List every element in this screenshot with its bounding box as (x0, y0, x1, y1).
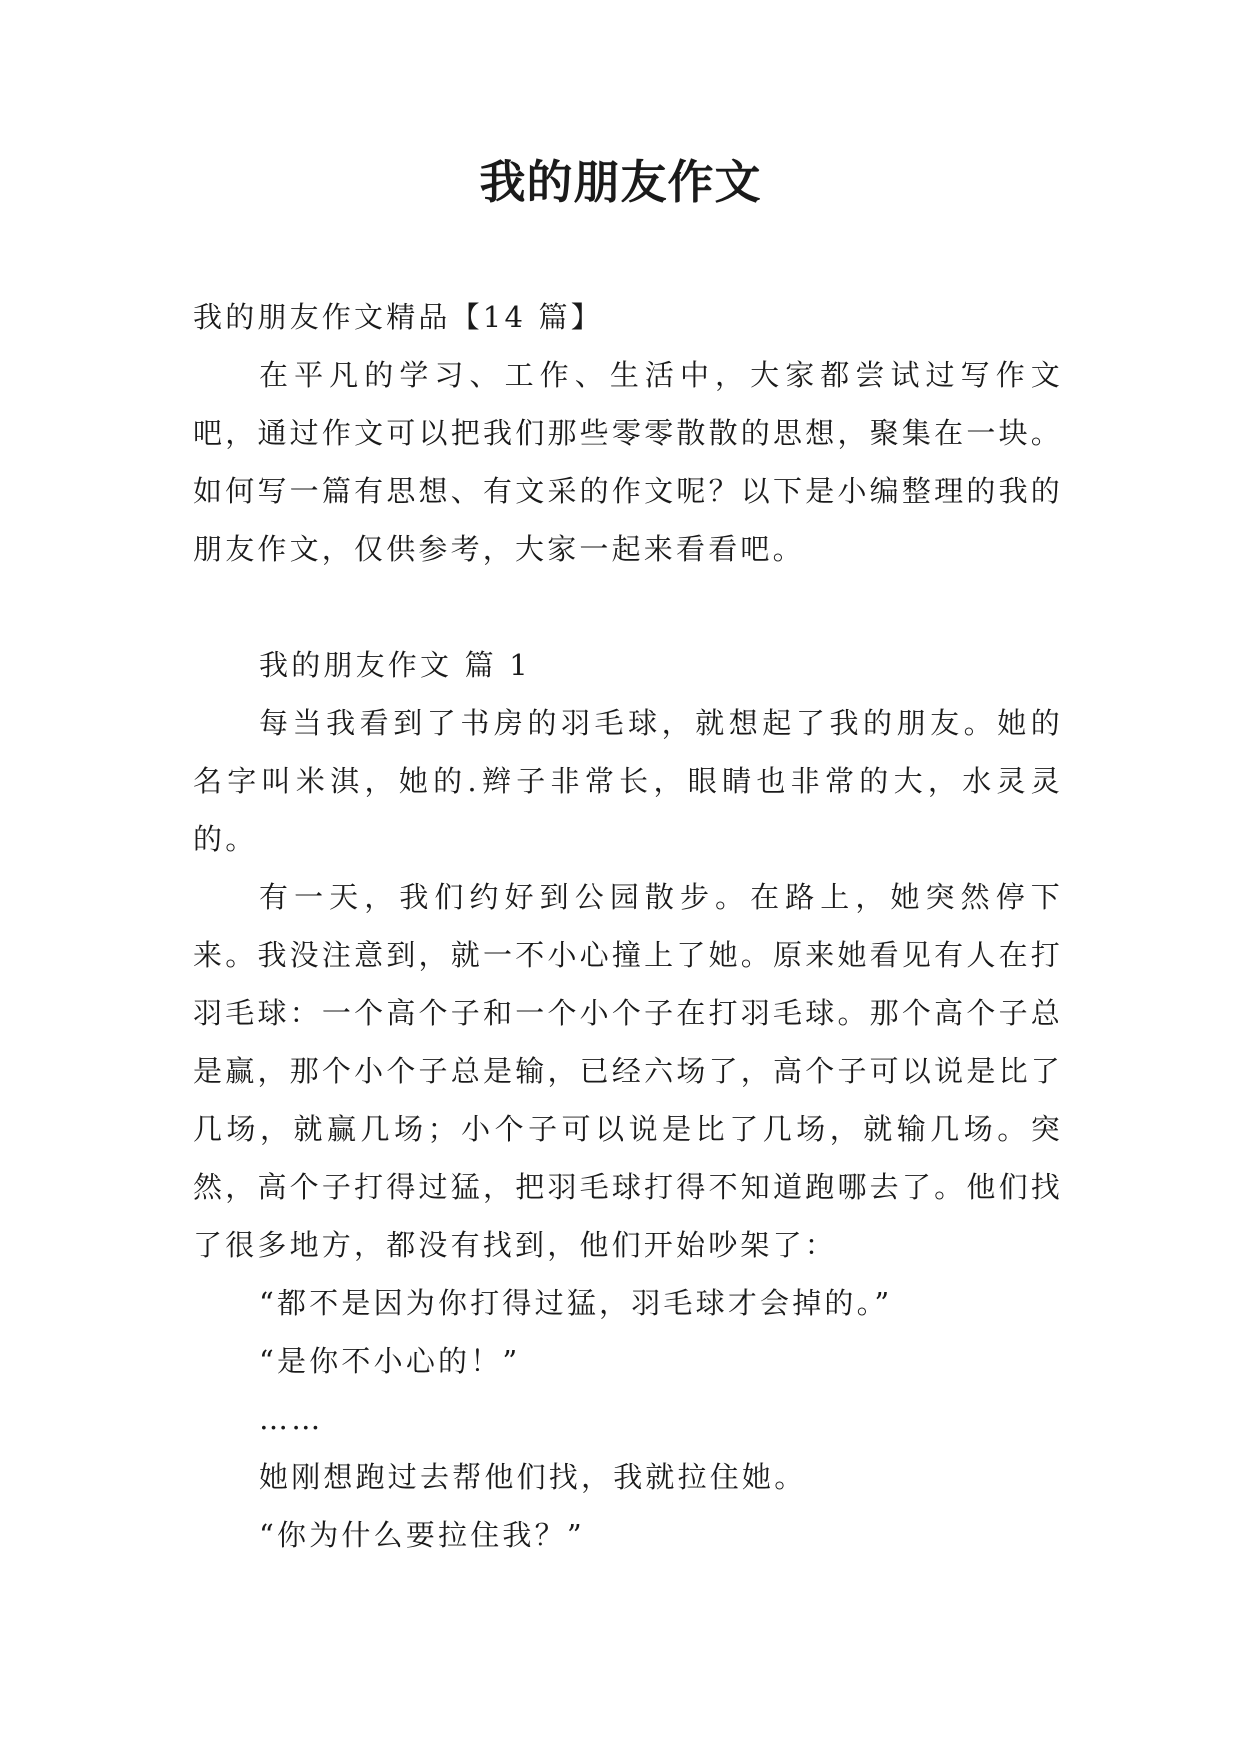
document-body (193, 288, 1063, 1564)
intro-heading: 我的朋友作文精品【14 篇】 (193, 300, 603, 334)
document-title: 我的朋友作文 (479, 155, 762, 209)
body-paragraph: 她刚想跑过去帮他们找，我就拉住她。 (259, 1460, 807, 1494)
body-paragraph: 有一天，我们约好到公园散步。在路上，她突然停下来。我没注意到，就一不小心撞上了她。原来她看见有人在打羽毛球：一个高个子和一个小个子在打羽毛球。那个高个子总是赢，那个小个子总是输，已经六场了，高个子可以说是比了几场，就赢几场；小个子可以说是比了几场，就输几场。突然，高个子打得过猛，把羽毛球打得不知道跑哪去了。他们找了很多地方，都没有找到，他们开始吵架了： (193, 880, 1063, 1262)
dialogue-line: “都不是因为你打得过猛，羽毛球才会掉的。” (259, 1286, 893, 1320)
section-heading: 我的朋友作文 篇 1 (259, 648, 531, 682)
intro-paragraph: 在平凡的学习、工作、生活中，大家都尝试过写作文吧，通过作文可以把我们那些零零散散的思想，聚集在一块。如何写一篇有思想、有文采的作文呢？以下是小编整理的我的朋友作文，仅供参考，大家一起来看看吧。 (193, 358, 1063, 566)
ellipsis-line: …… (259, 1402, 324, 1436)
dialogue-line: “是你不小心的！” (259, 1344, 521, 1378)
dialogue-line: “你为什么要拉住我？” (259, 1518, 585, 1552)
body-paragraph: 每当我看到了书房的羽毛球，就想起了我的朋友。她的名字叫米淇，她的.辫子非常长，眼睛也非常的大，水灵灵的。 (193, 706, 1063, 856)
